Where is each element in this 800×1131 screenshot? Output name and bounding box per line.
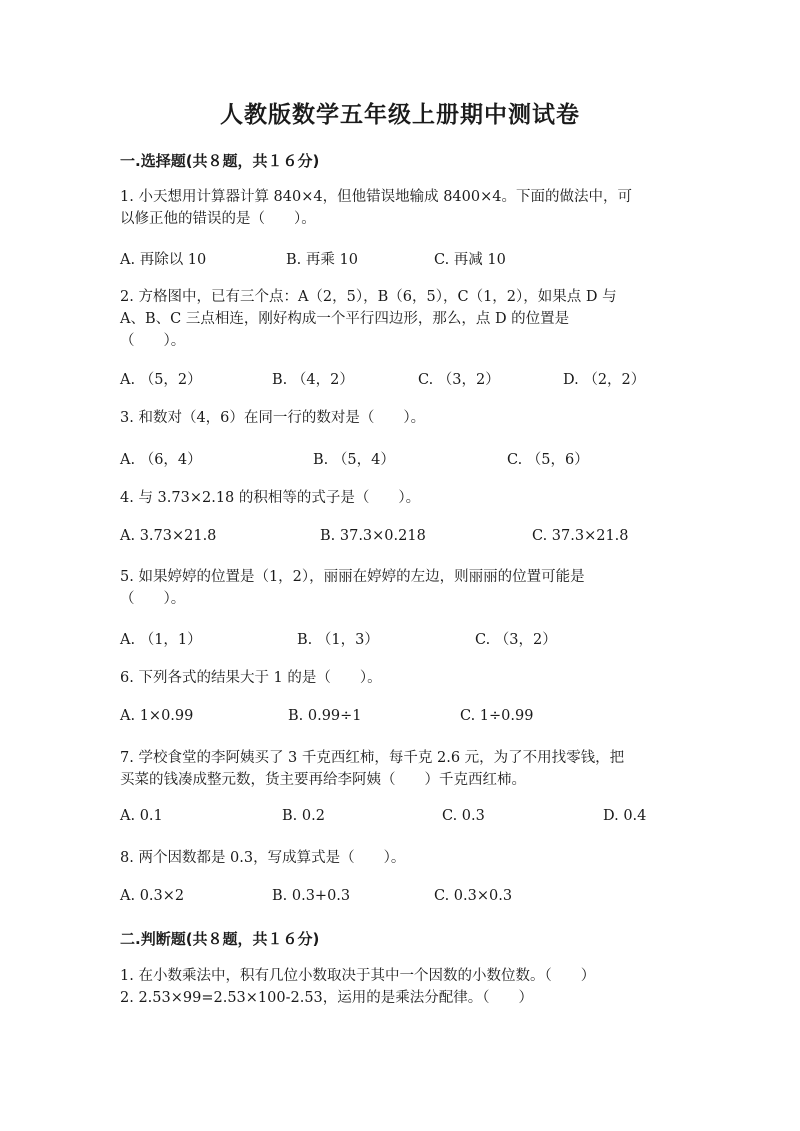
options-1: [120, 248, 680, 270]
option-a: A. 1×0.99: [120, 708, 194, 724]
question-text: 1. 小天想用计算器计算 840×4，但他错误地输成 8400×4。下面的做法中，可: [120, 189, 632, 205]
exam-title: 人教版数学五年级上册期中测试卷: [220, 101, 580, 128]
option-c: C. （5，6）: [507, 452, 589, 468]
option-a: A. （6，4）: [120, 452, 202, 468]
option-b: B. （5，4）: [313, 452, 395, 468]
question-text: 7. 学校食堂的李阿姨买了 3 千克西红柿，每千克 2.6 元，为了不用找零钱，把: [120, 750, 625, 766]
question-5: [120, 566, 680, 610]
judgement-item: 1. 在小数乘法中，积有几位小数取决于其中一个因数的小数位数。（ ）: [120, 968, 596, 984]
judgement-list: [120, 965, 680, 1009]
question-6: [120, 667, 680, 689]
options-5: [120, 628, 680, 650]
option-a: A. （1，1）: [120, 632, 202, 648]
option-a: A. 0.1: [120, 808, 163, 824]
option-c: C. 0.3×0.3: [434, 888, 513, 904]
question-text: （ ）。: [120, 591, 186, 607]
question-8: [120, 847, 680, 869]
question-text: 以修正他的错误的是（ ）。: [120, 211, 316, 227]
section-heading-judgement: 二.判断题(共８题，共１６分): [120, 930, 320, 948]
judgement-item: 2. 2.53×99=2.53×100-2.53，运用的是乘法分配律。（ ）: [120, 990, 534, 1006]
question-3: [120, 407, 680, 429]
option-c: C. 再减 10: [434, 252, 506, 268]
question-2: [120, 286, 680, 352]
question-text: 8. 两个因数都是 0.3，写成算式是（ ）。: [120, 850, 406, 866]
option-a: A. （5，2）: [120, 372, 202, 388]
options-4: [120, 528, 680, 550]
question-text: 4. 与 3.73×2.18 的积相等的式子是（ ）。: [120, 490, 421, 506]
option-d: D. 0.4: [603, 808, 647, 824]
option-c: C. 37.3×21.8: [532, 528, 629, 544]
section-heading-choice: 一.选择题(共８题，共１６分): [120, 152, 320, 170]
question-4: [120, 487, 680, 509]
question-text: （ ）。: [120, 333, 186, 349]
options-2: [120, 368, 680, 390]
option-b: B. （4，2）: [272, 372, 354, 388]
option-c: C. 1÷0.99: [460, 708, 534, 724]
question-7: [120, 747, 680, 791]
option-b: B. 0.2: [282, 808, 325, 824]
options-3: [120, 448, 680, 470]
options-8: [120, 888, 680, 910]
option-c: C. （3，2）: [475, 632, 557, 648]
option-b: B. 0.3+0.3: [272, 888, 351, 904]
question-text: 3. 和数对（4，6）在同一行的数对是（ ）。: [120, 410, 426, 426]
question-text: 5. 如果婷婷的位置是（1，2），丽丽在婷婷的左边，则丽丽的位置可能是: [120, 569, 585, 585]
question-text: 买菜的钱凑成整元数，货主要再给李阿姨（ ）千克西红柿。: [120, 772, 526, 788]
question-1: [120, 186, 680, 230]
option-b: B. 再乘 10: [286, 252, 358, 268]
option-a: A. 3.73×21.8: [120, 528, 217, 544]
question-text: 6. 下列各式的结果大于 1 的是（ ）。: [120, 670, 382, 686]
option-c: C. 0.3: [442, 808, 485, 824]
option-d: D. （2，2）: [563, 372, 646, 388]
options-7: [120, 808, 680, 830]
option-b: B. 0.99÷1: [288, 708, 362, 724]
option-b: B. （1，3）: [297, 632, 379, 648]
option-b: B. 37.3×0.218: [320, 528, 426, 544]
options-6: [120, 708, 680, 730]
question-text: 2. 方格图中，已有三个点：A（2，5），B（6，5），C（1，2），如果点 D 与: [120, 289, 617, 305]
option-a: A. 再除以 10: [120, 252, 207, 268]
option-c: C. （3，2）: [418, 372, 500, 388]
question-text: A、B、C 三点相连，刚好构成一个平行四边形，那么，点 D 的位置是: [120, 311, 570, 327]
option-a: A. 0.3×2: [120, 888, 185, 904]
